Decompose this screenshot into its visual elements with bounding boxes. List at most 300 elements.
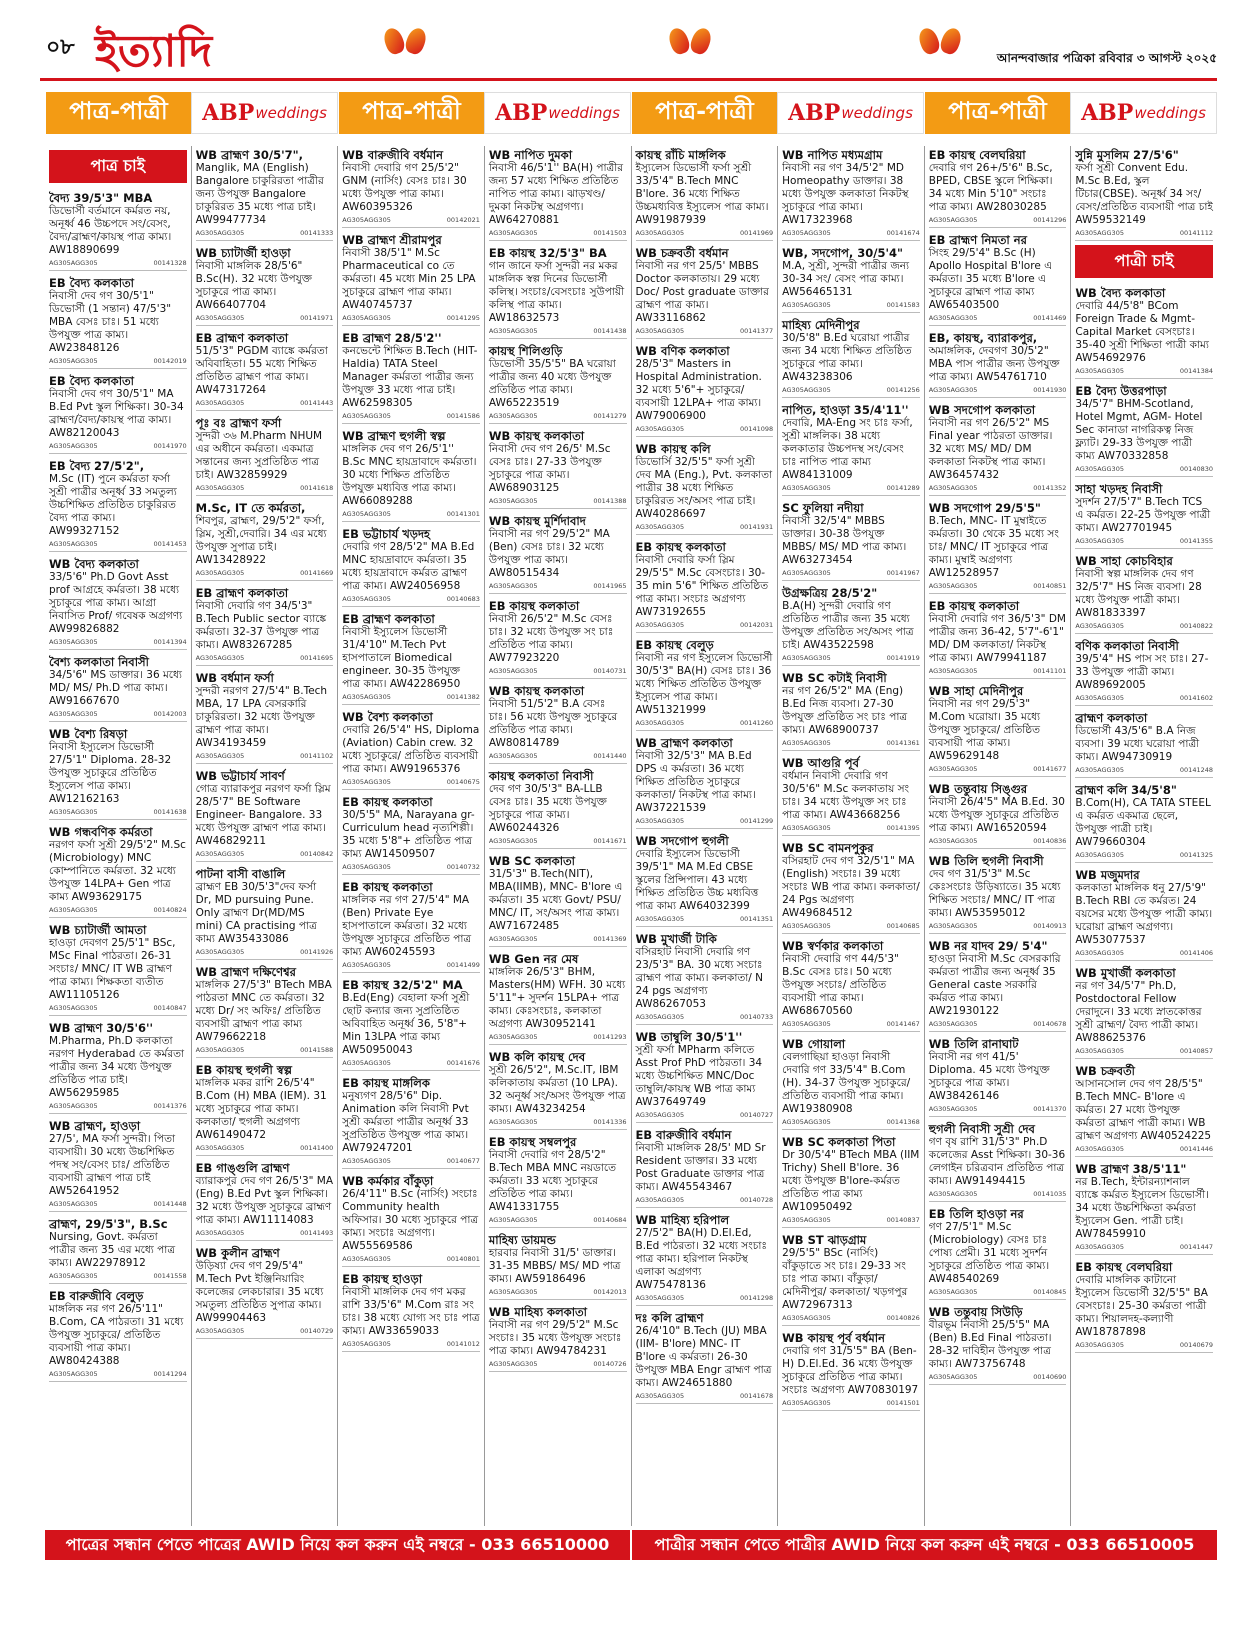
classified-ad [636, 244, 774, 339]
ad-headline: WB বৈদ্য কলকাতা [1075, 286, 1166, 300]
ad-body: ফর্সা সুশ্রী Convent Edu. M.Sc B.Ed, স্কুল টিচার(CBSE). অনূর্ধ্ব 34 সং/বেসং/প্রতিষ্ঠিত ব্যবসায়ী পাত্র চাই AW59532149 [1075, 162, 1213, 226]
ad-serial-number: 00141012 [446, 1340, 480, 1348]
ad-serial-number: 00140857 [1179, 1047, 1213, 1055]
ad-agency-code: AG305AGG305 [782, 229, 831, 237]
classified-ad [49, 1287, 187, 1382]
ad-code-row [636, 523, 774, 531]
ad-body: নিবাসী স্বল্প মাঙ্গলিক দেব গণ 32/5'7" HS নিজ ব্যবসা। 28 মধ্যে উপযুক্ত পাত্রী কাম্য। AW81833397 [1075, 568, 1202, 619]
ad-serial-number: 00140801 [446, 1255, 480, 1263]
ad-agency-code: AG305AGG305 [49, 357, 98, 365]
ad-agency-code: AG305AGG305 [635, 1392, 685, 1400]
ad-body: দেবারি গণ 26+/5'6" B.Sc, BPED, CBSE স্কুলে শিক্ষিকা। 34 মধ্যে Min 5'10" সংচাঃ পাত্র কাম্য। AW28030285 [928, 162, 1053, 213]
ad-code-row [636, 915, 774, 923]
ad-serial-number: 00140845 [1033, 1288, 1067, 1296]
ad-headline: WB মুখার্জী কলকাতা [1075, 966, 1176, 980]
classified-ad [196, 244, 334, 326]
ad-agency-code: AG305AGG305 [195, 752, 245, 760]
ad-headline: EB ব্রাহ্মণ কলকাতা [342, 612, 435, 626]
column [778, 146, 925, 1526]
ad-serial-number: 00141293 [593, 1033, 627, 1041]
classified-ad [1075, 1062, 1213, 1157]
ad-headline: কায়স্থ কলকাতা নিবাসী [488, 769, 594, 783]
ad-agency-code: AG305AGG305 [342, 863, 391, 871]
ad-code-row [49, 540, 187, 548]
ad-serial-number: 00141501 [886, 1399, 920, 1407]
ad-code-row [342, 778, 480, 786]
classified-ad [782, 316, 920, 398]
ad-code-row [342, 1157, 480, 1165]
ad-serial-number: 00141695 [300, 654, 334, 662]
ad-agency-code: AG305AGG305 [195, 484, 245, 492]
ad-serial-number: 00141588 [300, 1046, 334, 1054]
ad-body: নিবাসী নর গণ 29/5'3" M.Com ঘরোয়া। 35 মধ্যে উপযুক্ত সুচাকুরে/ প্রতিষ্ঠিত ব্যবসায়ী পাত্র কাম্য। AW59629148 [928, 698, 1040, 762]
classified-ad [1075, 284, 1213, 379]
ad-body: 30/5'8" B.Ed ঘরোয়া পাত্রীর জন্য 34 মধ্যে শিক্ষিত প্রতিষ্ঠিত সুচাকুরে পাত্র কাম্য। AW43238306 [782, 332, 912, 383]
masthead [40, 20, 1217, 90]
ad-headline: WB ব্রাহ্মণ শ্রীরামপুর [342, 233, 442, 247]
column [338, 146, 485, 1526]
ad-body: নিবাসী নর গণ 29/5'2" MA (Ben) বেসঃ চাঃ। 32 মধ্যে উপযুক্ত পাত্র কাম্য। AW80515434 [488, 528, 610, 579]
ad-body: নরগণ ফর্সা সুশ্রী 29/5'2" M.Sc (Microbiology) MNC কোম্পানিতে কর্মরতা. 32 মধ্যে উপযুক্ত 14LPA+ Gen পাত্র কাম্য AW93629175 [49, 839, 186, 903]
ad-body: নিবাসী দেবারি গণ 28/5'2" B.Tech MBA MNC নয়ডাতে কর্মরতা। 33 মধ্যে সুচাকুরে প্রতিষ্ঠিত পাত্র কাম্য। AW41331755 [488, 1149, 616, 1213]
ad-serial-number: 00140824 [153, 906, 187, 914]
classified-ad [342, 878, 480, 973]
ad-code-row [782, 654, 920, 662]
ad-agency-code: AG305AGG305 [488, 229, 538, 237]
ad-code-row [782, 739, 920, 747]
ad-code-row [929, 1288, 1067, 1296]
ad-body: নিবাসী মাঙ্গলিক 28/5' MD Sr Resident ডাক্তার। 33 মধ্যে Post Graduate ডাক্তার পাত্র কাম্য। AW45543467 [635, 1142, 766, 1193]
ad-agency-code: AG305AGG305 [1075, 537, 1124, 545]
classified-ad [49, 823, 187, 918]
ad-headline: EB কায়স্থ বেলঘরিয়া [1075, 1260, 1173, 1274]
butterfly-icon [670, 28, 710, 56]
ad-headline: EB বৈদ্য 27/5'2", [49, 459, 145, 473]
ad-headline: WB গন্ধবণিক কর্মরতা [49, 825, 153, 839]
ad-body: মাঙ্গলিক দেব গণ 26/5'1'' B.Sc MNC হায়দ্রাবাদে কর্মরতা। 30 মধ্যে শিক্ষিত প্রতিষ্ঠিত উপযুক্ত মধ্যবিত্ত পাত্র কাম্য। AW66089288 [342, 443, 477, 507]
banner-unit [631, 92, 924, 134]
ad-agency-code: AG305AGG305 [782, 1020, 831, 1028]
ad-serial-number: 00141351 [740, 915, 774, 923]
classified-ad [929, 780, 1067, 849]
ad-headline: WB বণিক কলকাতা [635, 344, 730, 358]
ad-agency-code: AG305AGG305 [782, 739, 831, 747]
ad-code-row [49, 1370, 187, 1378]
ad-agency-code: AG305AGG305 [635, 425, 685, 433]
classified-ad [636, 832, 774, 927]
ad-body: নিবাসী নর গণ 41/5' Diploma. 45 মধ্যে উপযুক্ত সুচাকুরে পাত্র কাম্য। AW38426146 [928, 1051, 1050, 1102]
ad-agency-code: AG305AGG305 [49, 1102, 98, 1110]
ad-agency-code: AG305AGG305 [342, 778, 391, 786]
ad-code-row [782, 301, 920, 309]
ad-serial-number: 00141443 [300, 399, 334, 407]
classified-ad [636, 734, 774, 829]
ad-serial-number: 00141394 [153, 638, 187, 646]
ad-code-row [489, 935, 627, 943]
classified-ad [1075, 382, 1213, 477]
section-heading-patri-chai: পাত্রী চাই [1075, 245, 1213, 278]
ad-headline: EB গাঙ্গুলি ব্রাহ্মণ [195, 1161, 290, 1175]
classified-ad [342, 1270, 480, 1352]
ad-body: ব্যারাকপুর দেব গণ 26/5'3" MA (Eng) B.Ed Pvt স্কুল শিক্ষিকা। 32 মধ্যে উপযুক্ত সুচাকুরে ব্রাহ্মণ পাত্র কাম্য। AW11114083 [195, 1175, 334, 1226]
ad-headline: WB তিলি রানাঘাট [928, 1037, 1019, 1051]
ad-headline: WB কায়স্থ কলকাতা [488, 684, 585, 698]
ad-headline: WB বৈদ্য কলকাতা [49, 557, 139, 571]
ad-agency-code: AG305AGG305 [928, 667, 978, 675]
ad-agency-code: AG305AGG305 [928, 386, 978, 394]
ad-body: Dr 30/5'4" BTech MBA (IIM Trichy) Shell B'lore. 36 মধ্যে উপযুক্ত B'lore-কর্মরত প্রতিষ্ঠিত পাত্র কাম্য AW10950492 [782, 1149, 920, 1213]
classified-ad [782, 669, 920, 751]
ad-agency-code: AG305AGG305 [1075, 1243, 1124, 1251]
ad-body: সুশ্রী ফর্সা MPharm কলিতে Asst Prof PhD পাঠরতা। 34 মধ্যে উচ্চশিক্ষিত MNC/Doc তাম্বুলি/কায়স্থ WB পাত্র কাম্য AW37649749 [635, 1044, 763, 1108]
ad-serial-number: 00140913 [1033, 922, 1067, 930]
classified-ad [489, 146, 627, 241]
ad-headline: EB ব্রাহ্মণ কলকাতা [195, 586, 289, 600]
ad-agency-code: AG305AGG305 [635, 1111, 685, 1119]
ad-code-row [49, 357, 187, 365]
ad-code-row [489, 837, 627, 845]
ad-body: 27/5', MA ফর্সা সুন্দরী। পিতা ব্যবসায়ী। 30 মধ্যে উচ্চশিক্ষিত পদস্থ সং/বেসং চাঃ/ প্রতিষ্ঠিত ব্যবসায়ী ব্রাহ্মণ পাত্র চাই AW52641952 [49, 1133, 175, 1197]
ad-agency-code: AG305AGG305 [1075, 229, 1124, 237]
ad-headline: WB কায়স্থ পূর্ব বর্ধমান [782, 1331, 885, 1345]
ad-headline: WB কায়স্থ মুর্শিদাবাদ [488, 514, 586, 528]
section-title: ইত্যাদি [95, 26, 213, 77]
classified-ad [636, 1211, 774, 1306]
ad-headline: EB বারুজীবি বেলুড় [49, 1289, 144, 1303]
ad-body: নিবাসী দেবারি গণ 34/5'3" B.Tech Public sector ব্যাঙ্কে কর্মরতা। 32-37 উপযুক্ত পাত্র কাম্য। AW83267285 [195, 600, 327, 651]
classified-ad [636, 1309, 774, 1404]
classified-ad [1075, 146, 1213, 241]
ad-body: সুদর্শন 27/5'7" B.Tech TCS এ কর্মরত। 22-25 উপযুক্ত পাত্রী কাম্য। AW27701945 [1075, 496, 1211, 534]
ad-serial-number: 00142013 [593, 1288, 627, 1296]
ad-headline: EB কায়স্থ মাঙ্গলিক [342, 1076, 430, 1090]
ad-headline: EB বৈদ্য কলকাতা [49, 276, 135, 290]
ad-agency-code: AG305AGG305 [1075, 1047, 1124, 1055]
ad-serial-number: 00141618 [300, 484, 334, 492]
ad-code-row [489, 1288, 627, 1296]
ad-serial-number: 00141098 [740, 425, 774, 433]
ad-headline: EB কায়স্থ কলকাতা [488, 599, 580, 613]
ad-headline: WB কায়স্থ কলি [635, 442, 711, 456]
classified-ad [929, 146, 1067, 228]
ad-agency-code: AG305AGG305 [1075, 1341, 1124, 1349]
ad-headline: WB ব্রাহ্মণ কলকাতা [635, 736, 733, 750]
classified-ad [196, 767, 334, 862]
ad-agency-code: AG305AGG305 [635, 229, 685, 237]
classified-ad [929, 1120, 1067, 1202]
classified-ad [342, 976, 480, 1071]
ad-body: নিবাসী দেবারি ফর্সা স্লিম 29/5'5" M.Sc বেসংচাঃ। 30-35 min 5'6" শিক্ষিত প্রতিষ্ঠিত পাত্র কাম্য। সংচাঃ অগ্রগণ্য AW73192655 [635, 554, 769, 618]
banner-unit [45, 92, 338, 134]
ad-headline: পাটনা বাসী বাঙালি [195, 867, 286, 881]
ad-headline: WB চ্যাটার্জী হাওড়া [195, 246, 291, 260]
ad-headline: WB সাহা কোচবিহার [1075, 554, 1173, 568]
ad-agency-code: AG305AGG305 [342, 1255, 391, 1263]
ad-serial-number: 00141678 [740, 1392, 774, 1400]
ad-agency-code: AG305AGG305 [928, 1105, 978, 1113]
ad-headline: EB কায়স্থ হাওড়া [342, 1272, 423, 1286]
ad-code-row [1075, 537, 1213, 545]
ad-agency-code: AG305AGG305 [635, 817, 685, 825]
ad-serial-number: 00141289 [886, 484, 920, 492]
ad-headline: WB কর্মকার বাঁকুড়া [342, 1174, 434, 1188]
ad-code-row [196, 1327, 334, 1335]
ad-agency-code: AG305AGG305 [488, 1216, 538, 1224]
classified-ad [196, 1159, 334, 1241]
ad-serial-number: 00141355 [1179, 537, 1213, 545]
ad-headline: দঃ কলি ব্রাহ্মণ [635, 1311, 704, 1325]
classified-ad [782, 1329, 920, 1411]
ad-agency-code: AG305AGG305 [782, 569, 831, 577]
ad-agency-code: AG305AGG305 [342, 314, 391, 322]
ad-body: দেবারি 26/5'4" HS, Diploma (Aviation) Cabin crew. 32 মধ্যে সুচাকুরে/ প্রতিষ্ঠিত ব্যবসায়ী পাত্র কাম্য। AW91965376 [342, 724, 480, 775]
classified-ad [929, 1303, 1067, 1385]
ad-headline: WB তাম্বুলি 30/5'1'' [635, 1030, 743, 1044]
ad-body: মনুষ্যগণ 28/5'6" Dip. Animation কলি নিবাসী Pvt সুশ্রী কর্মরতা পাত্রীর অনূর্ধ্ব 33 সুপ্রতিষ্ঠিত উপযুক্ত পাত্র কাম্য। AW79247201 [342, 1090, 469, 1154]
ad-headline: WB মজুমদার [1075, 868, 1140, 882]
ad-agency-code: AG305AGG305 [195, 569, 245, 577]
ad-code-row [929, 765, 1067, 773]
classified-ad [196, 865, 334, 960]
ad-agency-code: AG305AGG305 [49, 808, 98, 816]
ad-code-row [929, 922, 1067, 930]
ad-agency-code: AG305AGG305 [928, 582, 978, 590]
ad-code-row [929, 484, 1067, 492]
classified-ad [49, 1117, 187, 1212]
ad-agency-code: AG305AGG305 [1075, 465, 1124, 473]
ad-headline: WB সদগোপ হুগলী [635, 834, 729, 848]
ad-headline: EB কায়স্থ সম্বলপুর [488, 1135, 577, 1149]
ad-body: ডিভোর্সী বর্তমানে কর্মরত নয়, অনূর্ধ্ব 46 উচ্চপদে সং/বেসং, বৈদ্য/ব্রাহ্মণ/কায়স্থ পাত্র কাম্য। AW18890699 [49, 205, 172, 256]
ad-headline: বৈশ্য কলকাতা নিবাসী [49, 655, 149, 669]
ad-headline: কায়স্থ রাঁচি মাঙ্গলিক [635, 148, 726, 162]
ad-serial-number: 00140727 [740, 1111, 774, 1119]
butterfly-icon [920, 28, 960, 56]
ad-agency-code: AG305AGG305 [195, 850, 245, 858]
ad-body: গোত্র ব্যারাকপুর নরগণ ফর্সা স্লিম 28/5'7" BE Software Engineer- Bangalore. 33 মধ্যে উপযুক্ত ব্রাহ্মণ পাত্র কাম্য। AW46829211 [195, 783, 331, 847]
ad-code-row [636, 1392, 774, 1400]
ad-body: 31/5'3" B.Tech(NIT), MBA(IIMB), MNC- B'lore এ কর্মরতা। 35 মধ্যে Govt/ PSU/ MNC/ IT, সং/অসং পাত্র কাম্য। AW71672485 [488, 868, 623, 932]
ad-agency-code: AG305AGG305 [635, 1196, 685, 1204]
ad-serial-number: 00140683 [446, 595, 480, 603]
ad-headline: WB, সদগোপ, 30/5'4" [782, 246, 903, 260]
ad-serial-number: 00141295 [446, 314, 480, 322]
classified-columns [45, 146, 1217, 1526]
classified-ad [49, 1215, 187, 1284]
ad-body: সিংহ 29/5'4" B.Sc (H) Apollo Hospital B'lore এ কর্মরতা। 35 মধ্যে B'lore এ সুচাকুরে ব্রাহ্মণ পাত্র কাম্য AW65403500 [928, 247, 1053, 311]
ad-headline: WB ব্রাহ্মণ 30/5'7", [195, 148, 303, 162]
classified-ad [636, 930, 774, 1025]
ad-headline: WB নর যাদব 29/ 5'4" [928, 939, 1048, 953]
ad-headline: EB কায়স্থ 32/5'3" BA [488, 246, 607, 260]
classified-ad [342, 793, 480, 875]
ad-serial-number: 00141336 [593, 1118, 627, 1126]
classified-ad [636, 342, 774, 437]
ad-body: দেব গণ 31/5'3" M.Sc কেঃসংচাঃ উড়িষ্যাতে। 35 মধ্যে শিক্ষিত সংচাঃ/ MNC/ IT পাত্র কাম্য। AW53595012 [928, 868, 1061, 919]
ad-body: নিবাসী 26/5'2" M.Sc বেসঃ চাঃ। 32 মধ্যে উপযুক্ত সং চাঃ প্রতিষ্ঠিত পাত্র কাম্য। AW77923220 [488, 613, 614, 664]
ad-headline: WB চ্যাটার্জী আমতা [49, 923, 147, 937]
ad-body: নিবাসী নর গণ ইস্যুলেস ডিভোর্সী 30/5'3" BA(H) বেসঃ চাঃ। 36 মধ্যে শিক্ষিত প্রতিষ্ঠিত উপযুক্ত ইস্যুলেস পাত্র কাম্য। AW51321999 [635, 652, 773, 716]
classified-ad [196, 146, 334, 241]
ad-headline: WB সদগোপ 29/5'5" [928, 501, 1041, 515]
ad-agency-code: AG305AGG305 [49, 906, 98, 914]
ad-serial-number: 00141388 [593, 497, 627, 505]
ad-body: কনভেন্টে শিক্ষিত B.Tech (HIT- Haldia) TATA Steel Manager কর্মরতা পাত্রীর জন্য উপযুক্ত 33 মধ্যে পাত্র চাই। AW62598305 [342, 345, 478, 409]
ad-headline: EB ব্রাহ্মণ কলকাতা [195, 331, 289, 345]
ad-body: নিবাসী দেবারি গণ 36/5'3" DM পাত্রীর জন্য 36-42, 5'7"-6'1" MD/ DM কলকাতা/ নিকটস্থ পাত্র কাম্য। AW79941187 [928, 613, 1066, 664]
ad-body: নিবাসী নর গণ 29/5'2" M.Sc সংচাঃ। 35 মধ্যে উপযুক্ত সংচাঃ পাত্র কাম্য। AW94784231 [488, 1319, 622, 1357]
ad-code-row [636, 425, 774, 433]
ad-headline: বণিক কলকাতা নিবাসী [1075, 639, 1179, 653]
classified-ad [1075, 552, 1213, 634]
ad-code-row [1075, 949, 1213, 957]
classified-ad [782, 584, 920, 666]
ad-body: নিবাসী ইস্যুলেস ডিভোর্সী 31/4'10" M.Tech Pvt হাসপাতালে Biomedical engineer. 30-35 উপযুক্ত পাত্র কাম্য। AW42286950 [342, 626, 461, 690]
ad-code-row [489, 497, 627, 505]
ad-headline: WB ব্রাহ্মণ হুগলী স্বল্প [342, 429, 446, 443]
ad-headline: WB বৈশ্য রিষড়া [49, 727, 128, 741]
ad-body: মাঙ্গলিক মকর রাশি 26/5'4" B.Com (H) MBA (IEM). 31 মধ্যে সুচাকুরে পাত্র কাম্য। কলকাতা/ হুগলী অগ্রগণ্য AW61490472 [195, 1077, 327, 1141]
ad-serial-number: 00141368 [886, 1118, 920, 1126]
classified-ad [49, 1019, 187, 1114]
ad-code-row [1075, 229, 1213, 237]
ad-serial-number: 00141248 [1179, 766, 1213, 774]
ad-agency-code: AG305AGG305 [195, 1229, 245, 1237]
ad-body: ইস্যুলেস ডিভোর্সী ফর্সা সুশ্রী 33/5'4" B.Tech MNC B'lore. 36 মধ্যে শিক্ষিত উচ্চমধ্যবিত্ত ইস্যুলেস পাত্র কাম্য। AW91987939 [635, 162, 769, 226]
ad-body: নিবাসী নর গণ 34/5'2" MD Homeopathy ডাক্তার। 38 মধ্যে উপযুক্ত কলকাতা নিকটস্থ সুচাকুরে পাত্র কাম্য। AW17323968 [782, 162, 909, 226]
classified-ad [489, 682, 627, 764]
ad-code-row [196, 1229, 334, 1237]
ad-code-row [49, 710, 187, 718]
ad-serial-number: 00142021 [446, 216, 480, 224]
ad-body: 26/4'10" B.Tech (JU) MBA (IIM- B'lore) MNC- IT B'lore এ কর্মরতা। 26-30 উপযুক্ত MBA Engr ব্রাহ্মণ পাত্র কাম্য। AW24651880 [635, 1325, 772, 1389]
ad-code-row [342, 412, 480, 420]
classified-ad [196, 963, 334, 1058]
classified-ad [929, 597, 1067, 679]
ad-headline: WB আগুরি পূর্ব [782, 756, 860, 770]
banner-unit [338, 92, 631, 134]
classified-ad [1075, 637, 1213, 706]
ad-serial-number: 00141384 [1179, 367, 1213, 375]
ad-agency-code: AG305AGG305 [928, 1190, 978, 1198]
ad-agency-code: AG305AGG305 [342, 412, 391, 420]
ad-serial-number: 00140826 [886, 1314, 920, 1322]
ad-code-row [929, 216, 1067, 224]
classified-ad [196, 584, 334, 666]
ad-headline: পূঃ বঃ ব্রাহ্মণ ফর্সা [195, 416, 282, 430]
ad-agency-code: AG305AGG305 [342, 1059, 391, 1067]
ad-body: নিবাসী 32/5'3" MA B.Ed DPS এ কর্মরতা। 36 মধ্যে শিক্ষিত প্রতিষ্ঠিত সুচাকুরে কলকাতা/ নিকটস্থ পাত্র কাম্য। AW37221539 [635, 750, 756, 814]
ad-body: ডিভোর্সী 35/5'5" BA ঘরোয়া পাত্রীর জন্য 40 মধ্যে উপযুক্ত প্রতিষ্ঠিত পাত্র কাম্য। AW65223519 [488, 358, 616, 409]
ad-body: নিবাসী নর গণ 26/5'2" MS Final year পাঠরতা ডাক্তার। 32 মধ্যে MS/ MD/ DM কলকাতা নিকটস্থ পাত্র কাম্য। AW36457432 [928, 417, 1053, 481]
ad-headline: WB কুলীন ব্রাহ্মণ [195, 1246, 280, 1260]
ad-headline: WB বৈশ্য কলকাতা [342, 710, 433, 724]
ad-serial-number: 00141301 [446, 510, 480, 518]
ad-code-row [782, 1314, 920, 1322]
ad-code-row [636, 817, 774, 825]
ad-serial-number: 00140733 [740, 1013, 774, 1021]
ad-code-row [929, 837, 1067, 845]
ad-headline: WB ST ঝাড়গ্রাম [782, 1233, 867, 1247]
ad-serial-number: 00141406 [1179, 949, 1213, 957]
classified-ad [342, 610, 480, 705]
ad-serial-number: 00140830 [1179, 465, 1213, 473]
ad-code-row [1075, 851, 1213, 859]
classified-ad [489, 427, 627, 509]
ad-body: নিবাসী দেব গণ 30/5'1" ডিভোর্সী (1 সন্তান) 47/5'3" MBA বেসঃ চাঃ। 51 মধ্যে উপযুক্ত পাত্র কাম্য। AW23848126 [49, 290, 172, 354]
ad-serial-number: 00142003 [153, 710, 187, 718]
ad-headline: সাহা খড়দহ নিবাসী [1075, 482, 1163, 496]
ad-body: নর গণ 34/5'7" Ph.D, Postdoctoral Fellow দেরাদুনে। 33 মধ্যে স্নাতকোত্তর সুশ্রী ব্রাহ্মণ/ বৈদ্য পাত্রী কাম্য। AW88625376 [1075, 980, 1202, 1044]
ad-headline: WB স্বর্ণকার কলকাতা [782, 939, 884, 953]
classified-ad [489, 342, 627, 424]
ad-agency-code: AG305AGG305 [342, 961, 391, 969]
banner-unit [924, 92, 1217, 134]
ad-code-row [49, 638, 187, 646]
classified-ad [929, 329, 1067, 398]
classified-ad [489, 244, 627, 339]
ad-code-row [342, 510, 480, 518]
ad-agency-code: AG305AGG305 [488, 1118, 538, 1126]
ad-agency-code: AG305AGG305 [49, 1370, 98, 1378]
ad-body: নিবাসী 32/5'4" MBBS ডাক্তার। 30-38 উপযুক্ত MBBS/ MS/ MD পাত্র কাম্য। AW63273454 [782, 515, 907, 566]
ad-serial-number: 00141919 [886, 654, 920, 662]
ad-body: 28/5'3" Masters in Hospital Administration. 32 মধ্যে 5'6"+ সুচাকুরে/ ব্যবসায়ী 12LPA+ পাত্র কাম্য। AW79006900 [635, 358, 762, 422]
ad-agency-code: AG305AGG305 [488, 1288, 538, 1296]
ad-agency-code: AG305AGG305 [49, 1272, 98, 1280]
ad-serial-number: 00140679 [1179, 1341, 1213, 1349]
ad-agency-code: AG305AGG305 [1075, 1145, 1124, 1153]
ad-body: 27/5'2" BA(H) D.El.Ed, B.Ed পাঠরতা। 32 মধ্যে সংচাঃ পাত্র কাম্য। হরিপাল নিকটস্থ এলাকা অগ্রগণ্য AW75478136 [635, 1227, 768, 1291]
ad-body: গণ বৃষ রাশি 31/5'3" Ph.D কলেজের Asst শিক্ষিকা। 30-36 লেগাইন চরিত্রবান প্রতিষ্ঠিত পাত্র কাম্য। AW91494415 [928, 1136, 1066, 1187]
ad-code-row [1075, 1341, 1213, 1349]
classified-ad [782, 937, 920, 1032]
ad-agency-code: AG305AGG305 [635, 327, 685, 335]
ad-headline: WB SC কলকাতা পিতা [782, 1135, 896, 1149]
ad-agency-code: AG305AGG305 [195, 654, 245, 662]
ad-agency-code: AG305AGG305 [782, 484, 831, 492]
ad-body: M.Pharma, Ph.D কলকাতা নরগণ Hyderabad তে কর্মরতা পাত্রীর জন্য 34 মধ্যে উপযুক্ত প্রতিষ্ঠিত পাত্র চাই। AW56295985 [49, 1035, 185, 1099]
ad-code-row [929, 1373, 1067, 1381]
ad-agency-code: AG305AGG305 [782, 1314, 831, 1322]
classified-ad [636, 440, 774, 535]
ad-agency-code: AG305AGG305 [782, 386, 831, 394]
ad-body: 34/5'7" BHM-Scotland, Hotel Mgmt, AGM- Hotel Sec কানাডা নাগরিকত্ব নিজ ফ্ল্যাট। 29-33 উপযুক্ত পাত্রী কাম্য AW70332858 [1075, 398, 1203, 462]
column [485, 146, 632, 1526]
header-rule [40, 78, 1217, 81]
ad-code-row [196, 399, 334, 407]
butterfly-icon [385, 28, 425, 56]
ad-serial-number: 00140726 [593, 1360, 627, 1368]
classified-ad [342, 427, 480, 522]
ad-headline: EB ভট্টাচার্য খড়দহ [342, 527, 431, 541]
ad-body: গান জানে ফর্সা সুন্দরী নর মকর মাঙ্গলিক স্বল্প দিনের ডিভোর্সী কলিস্থ। সংচাঃ/বেসংচাঃ সুউপায়ী কলিস্থ পাত্র কাম্য। AW18632573 [488, 260, 625, 324]
ad-code-row [636, 1294, 774, 1302]
classified-ad [636, 1028, 774, 1123]
ad-agency-code: AG305AGG305 [488, 582, 538, 590]
ad-body: 30/5'5" MA, Narayana gr- Curriculum head নৃত্যশিল্পী। 35 মধ্যে 5'8"+ প্রতিষ্ঠিত পাত্র কাম্য AW14509507 [342, 809, 475, 860]
ad-headline: EB, কায়স্থ, ব্যারাকপুর, [928, 331, 1038, 345]
ad-code-row [196, 314, 334, 322]
ad-serial-number: 00141499 [446, 961, 480, 969]
ad-code-row [342, 961, 480, 969]
ad-code-row [489, 667, 627, 675]
ad-agency-code: AG305AGG305 [928, 314, 978, 322]
classified-ad [489, 852, 627, 947]
ad-headline: উগ্রক্ষত্রিয় 28/5'2" [782, 586, 878, 600]
ad-headline: EB বৈদ্য কলকাতা [49, 374, 135, 388]
ad-body: B.Tech, MNC- IT মুম্বাইতে কর্মরতা। 30 থেকে 35 মধ্যে সং চাঃ/ MNC/ IT সুচাকুরে পাত্র কাম্য। মুম্বাই অগ্রগণ্য AW12528957 [928, 515, 1059, 579]
